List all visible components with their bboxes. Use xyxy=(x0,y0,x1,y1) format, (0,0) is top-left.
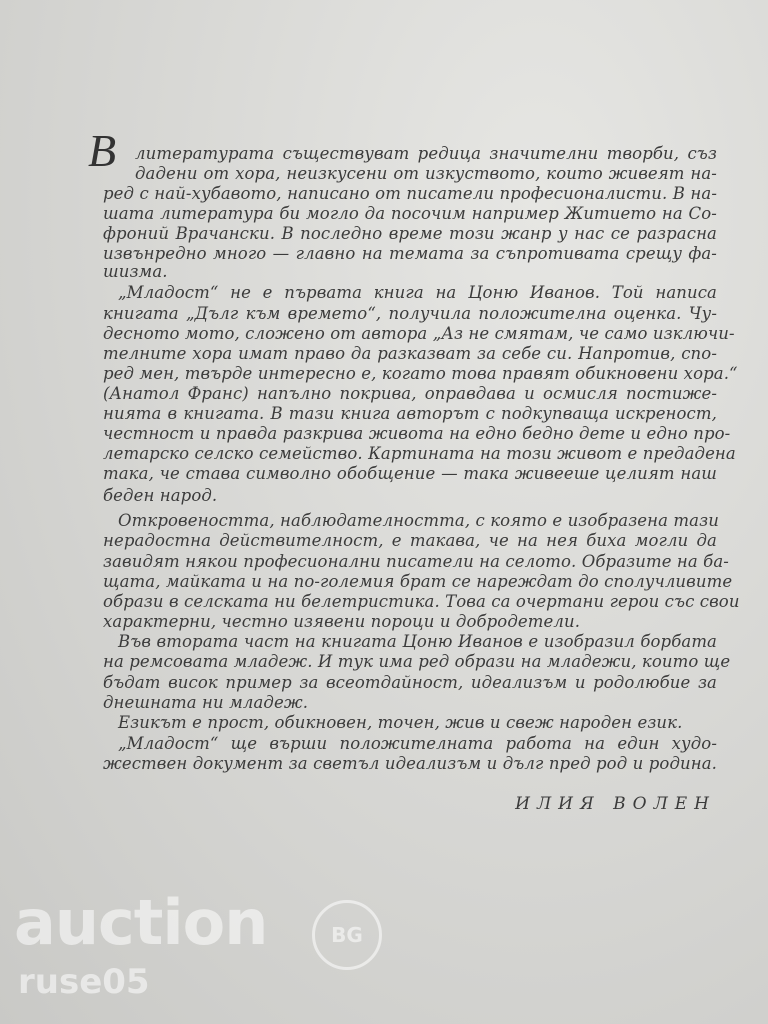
watermark-brand: auction xyxy=(14,886,268,959)
text-line: образи в селската ни белетристика. Това са очертани герои със свои xyxy=(103,592,740,611)
text-line: нерадостна действителност, е такава, че на нея биха могли да xyxy=(103,531,717,550)
text-line: летарско селско семейство. Картината на този живот е предадена xyxy=(103,444,736,463)
text-line: (Анатол Франс) напълно покрива, оправдава и осмисля постиже- xyxy=(103,384,717,403)
text-line: беден народ. xyxy=(103,486,218,505)
text-line: характерни, честно изявени пороци и добродетели. xyxy=(103,612,581,631)
text-line: бъдат висок пример за всеотдайност, идеализъм и родолюбие за xyxy=(103,673,717,692)
text-line: книгата „Дълг към времето“, получила положителна оценка. Чу- xyxy=(103,304,717,323)
text-line: „Младост“ ще върши положителната работа на един худо- xyxy=(118,734,717,753)
text-line: жествен документ за светъл идеализъм и дълг пред род и родина. xyxy=(103,754,717,773)
drop-cap: В xyxy=(88,125,117,176)
watermark-user: ruse05 xyxy=(18,962,150,1002)
text-line: „Младост“ не е първата книга на Цоню Иванов. Той написа xyxy=(118,283,717,302)
text-line: щата, майката и на по-големия брат се нареждат до сполучливите xyxy=(103,572,733,591)
text-line: литературата съществуват редица значителни творби, съз xyxy=(135,144,717,163)
text-line: честност и правда разкрива живота на едно бедно дете и едно про- xyxy=(103,424,731,443)
text-line: така, че става символно обобщение — така живееше целият наш xyxy=(103,464,717,483)
author-signature: ИЛИЯ ВОЛЕН xyxy=(515,794,716,814)
text-line: извънредно много — главно на темата за съпротивата срещу фа- xyxy=(103,244,717,263)
text-line: нията в книгата. В тази книга авторът с подкупваща искреност, xyxy=(103,404,717,423)
text-line: шизма. xyxy=(103,262,168,281)
text-line: завидят някои професионални писатели на селото. Образите на ба- xyxy=(103,552,729,571)
text-line: ред мен, твърде интересно е, когато това правят обикновени хора.“ xyxy=(103,364,738,383)
text-line: на ремсовата младеж. И тук има ред образи на младежи, които ще xyxy=(103,652,731,671)
text-line: Езикът е прост, обикновен, точен, жив и свеж народен език. xyxy=(118,713,683,732)
text-line: десното мото, сложено от автора „Аз не смятам, че само изключи- xyxy=(103,324,735,343)
text-line: фроний Врачански. В последно време този жанр у нас се разрасна xyxy=(103,224,717,243)
text-line: дадени от хора, неизкусени от изкуството, които живеят на- xyxy=(135,164,717,183)
text-line: шата литература би могло да посочим например Житието на Со- xyxy=(103,204,717,223)
text-line: Откровеността, наблюдателността, с която е изобразена тази xyxy=(118,511,719,530)
watermark-badge: BG xyxy=(312,900,382,970)
watermark xyxy=(14,886,363,1002)
text-line: Във втората част на книгата Цоню Иванов е изобразил борбата xyxy=(118,632,717,651)
text-line: ред с най-хубавото, написано от писатели професионалисти. В на- xyxy=(103,184,717,203)
text-line: днешната ни младеж. xyxy=(103,693,309,712)
text-line: телните хора имат право да разказват за себе си. Напротив, спо- xyxy=(103,344,717,363)
